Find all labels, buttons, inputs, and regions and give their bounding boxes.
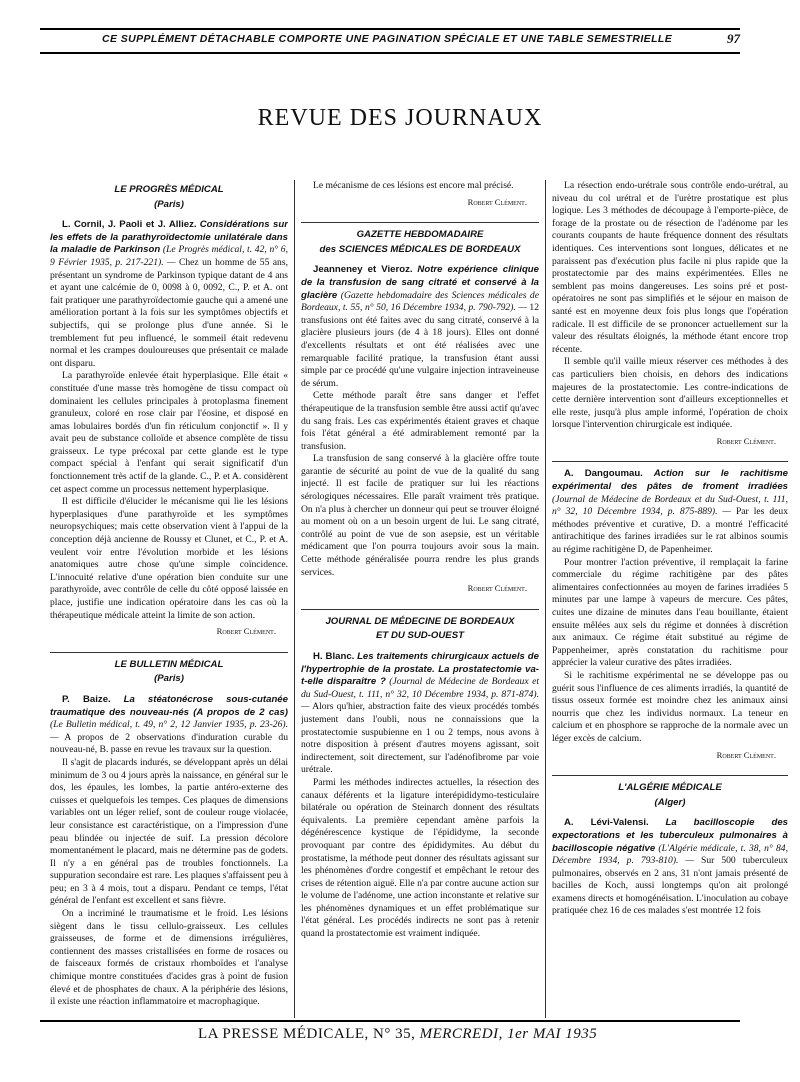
article-reference: (Journal de Médecine de Bordeaux et du Sud-Ouest, t. 111, n° 32, 10 Décembre 1934, p. 875-889). — (552, 493, 788, 518)
column-3 (552, 180, 788, 1020)
article-paragraph: Alors qu'hier, abstraction faite des vieux procédés tombés justement dans l'oubli, nous ne connaissions que la prostatectomie suspubienne en 1 ou 2 temps, nous avons à notre disposition à présent d'autres moyens agissant, soit indirectement, soit directement, sur l'adénofibrome par voie urétrale. (301, 701, 539, 776)
article-paragraph: La parathyroïde enlevée était hyperplasique. Elle était « constituée d'une masse très homogène de tissu compact où dominaient les cellules principales à protoplasma finement granuleux, coloré en rose clair par l'éosine, et disposé en amas lobulaires bordés d'un fin réticulum conjonctif ». Il y avait peu de substance colloïde et absence complète de tissu graisseux. Le type précoxal par cette glande est le type compact spécial à l'enfant qui serait significatif d'un fonctionnement très actif de la glande. C., P. et A. considèrent cet aspect comme un processus nettement hyperplasique. (50, 370, 288, 495)
article-authors: A. Dangoumau. (564, 468, 643, 480)
footer-date: MERCREDI, 1er MAI 1935 (419, 1026, 598, 1042)
article-paragraph: Il s'agit de placards indurés, se développant après un délai minimum de 3 ou 4 jours après la naissance, en général sur le dos, les épaules, les lombes, la partie antéro-externe des cuisses et quelquefois les tempes. Ces plaques de dimensions variables ont un léger relief, sont de couleur rouge violacée, leur consistance est caractéristique, on a l'impression d'une peau blindée ou injectée de suif. La pression décolore momentanément le placard, mais ne détermine pas de godets. Il n'y a en général pas de troubles fonctionnels. La suppuration secondaire est rare. Les plaques s'affaissent peu à peu; en 3 à 4 mois, tout a disparu. Pendant ce temps, l'état général de l'enfant est excellent et sans fièvre. (50, 756, 288, 907)
article-paragraph: 12 transfusions ont été faites avec du sang citraté, conservé à la glacière plusieurs jours (de 4 à 18 jours). Elles ont donné d'excellents résultats et ont été réalisées avec une remarquable facilité pratique, la transfusion étant aussi simple par ce procédé qu'une vulgaire injection intraveineuse de sérum. (301, 302, 539, 389)
article-lead (552, 817, 788, 918)
column-separator (545, 180, 546, 1018)
section-divider (50, 652, 288, 653)
article-authors: Jeanneney et Vieroz. (313, 264, 413, 276)
article-title: La bacilloscopie des expectorations et les tuberculeux pulmonaires à bacilloscopie négative (552, 817, 788, 854)
article-reference: (L'Algérie médicale, t. 38, n° 84, Décembre 1934, p. 793-810). — (552, 842, 788, 867)
article-signature: Robert Clément. (216, 626, 276, 637)
article-lead (301, 264, 539, 390)
article-paragraph: Le mécanisme de ces lésions est encore mal précisé. (313, 180, 514, 191)
article-lead (50, 694, 288, 757)
article-paragraph: La résection endo-urétrale sous contrôle endo-urétral, au niveau du col urétral et de l'urètre prostatique est plus logique. Les 3 méthodes de découpage à l'emporte-pièce, de forage de la prostate ou de résection de l'adénome par les courants coupants de haute fréquence donnent des résultats identiques. Ces interventions sont longues, délicates et ne paraissent pas d'exécution plus facile ni plus rapide que la prostatectomie par des mains expérimentées. Elles ne semblent pas moins dangereuses. Les soins pré et post-opératoires ne sont pas simplifiés et le séjour en maison de santé est en moyenne deux fois plus longs que l'opération radicale. Il est difficile de se prononcer actuellement sur la valeur des résultats éloignés, la méthode étant encore trop récente. (552, 180, 788, 355)
article-signature: Robert Clément. (716, 435, 776, 446)
page-title: REVUE DES JOURNAUX (257, 105, 543, 131)
article-lead (50, 219, 288, 370)
article-reference: (Gazette hebdomadaire des Sciences médicales de Bordeaux, t. 55, n° 50, 16 Décembre 1934, p. 790-792). — (301, 289, 539, 314)
article-paragraph: Pour montrer l'action préventive, il remplaçait la farine commerciale du régime rachitigène par des pâtes alimentaires confectionnées au moyen de farines irradiées 5 minutes par une lampe à vapeurs de mercure. Ces pâtes, cuites une dizaine de minutes dans l'eau bouillante, étaient ensuite mêlées aux sels du régime et données à discrétion aux animaux. Ce régime était substitué au régime de Pappenheimer, après constatation du rachitisme pour apprécier la valeur curative des pâtes irradiées. (552, 556, 788, 669)
section-divider (552, 461, 788, 462)
article-authors: L. Cornil, J. Paoli et J. Alliez. (62, 219, 197, 231)
page-footer (40, 1020, 740, 1044)
article-paragraph: Il est difficile d'élucider le mécanisme qui lie les lésions hyperplasiques d'une parathyroïde et les symptômes neuropsychiques; mais cette observation vient à l'appui de la conception déjà ancienne de Roussy et Clunet, et C., P. et A. veulent voir entre l'évolution morbide et les lésions anatomiques autre chose qu'une simple coïncidence. L'innocuité relative d'une opération bien conduite sur une parathyroïde, avec contrôle de celle du côté opposé laissée en place, justifie une indication opératoire dans les cas où la thérapeutique médicale atteint la limite de son action. (50, 496, 288, 621)
journal-place: des SCIENCES MÉDICALES DE BORDEAUX (319, 243, 521, 255)
article-title: Les traitements chirurgicaux actuels de l'hypertrophie de la prostate. La prostatectomie va-t-elle disparaître ? (301, 651, 539, 688)
section-divider (552, 775, 788, 776)
article-paragraph: Par les deux méthodes préventive et curative, D. a montré l'efficacité antirachitique des farines irradiées sur le rat albinos soumis au régime rachitigène D, de Papenheimer. (552, 506, 788, 556)
column-separator (294, 180, 295, 1018)
article-signature: Robert Clément. (467, 583, 527, 594)
running-title: CE SUPPLÉMENT DÉTACHABLE COMPORTE UNE PAGINATION SPÉCIALE ET UNE TABLE SEMESTRIELLE (102, 33, 673, 45)
article-authors: H. Blanc. (313, 651, 355, 662)
article-authors: A. Lévi-Valensi. (564, 817, 649, 829)
footer-journal: LA PRESSE MÉDICALE, N° 35, (198, 1026, 416, 1042)
journal-name: LE PROGRÈS MÉDICAL (114, 184, 224, 195)
article-reference: (Le Progrès médical, t. 42, n° 6, 9 Février 1935, p. 217-221). — (50, 244, 288, 268)
section-divider (301, 222, 539, 223)
journal-place: (Paris) (154, 673, 184, 685)
journal-place: (Alger) (654, 796, 686, 808)
journal-place: (Paris) (154, 198, 184, 210)
article-paragraph: Chez un homme de 55 ans, présentant un syndrome de Parkinson typique datant de 4 ans et ayant une calcémie de 0, 0098 à 0, 0092, C., P. et A. ont fait pratiquer une parathyroïdectomie gauche qui a amené une amélioration portant à la fois sur les symptômes objectifs et subjectifs, qui se prolonge plus d'une année. Si le tremblement fut peu influencé, le sommeil était redevenu normal et les crampes douloureuses que présentait ce malade ont disparu. (50, 256, 288, 369)
article-paragraph: Si le rachitisme expérimental ne se développe pas ou guérit sous l'influence de ces aliments irradiés, la quantité de tissus osseux formée est moindre chez les animaux ainsi nourris que chez les individus normaux. La teneur en calcium et en phosphore se rapproche de la normale avec un léger excès de calcium. (552, 669, 788, 744)
article-reference: (Journal de Médecine de Bordeaux et du Sud-Ouest, t. 111, n° 32, 10 Décembre 1934, p. 871-874). — (301, 676, 539, 713)
journal-name: JOURNAL DE MÉDECINE DE BORDEAUX (325, 615, 515, 627)
article-title: Action sur le rachitisme expérimental des pâtes de froment irradiées (552, 468, 788, 493)
article-authors: P. Baize. (62, 693, 111, 705)
article-title: Considérations sur les effets de la parathyroïdectomie unilatérale dans la maladie de Parkinson (50, 219, 288, 256)
article-signature: Robert Clément. (467, 196, 527, 207)
article-signature: Robert Clément. (716, 749, 776, 760)
article-paragraph: On a incriminé le traumatisme et le froid. Les lésions siègent dans le tissu cellulo-graisseux. Les cellules graisseuses, de forme et de dimensions irrégulières, contiennent des masses cristallisées en forme de rosaces ou de faisceaux formés de cristaux rhomboïdes et l'analyse chimique montre constituées d'acides gras à point de fusion élevé et de phosphates de chaux. A la périphérie des lésions, il existe une réaction inflammatoire et macrophagique. (50, 908, 288, 1008)
article-paragraph: Parmi les méthodes indirectes actuelles, la résection des canaux déférents et la ligature interépididymo-testiculaire bilatérale ou opération de Steinarch donnent des résultats équivalents. La première cependant amène parfois la dégénérescence kystique de l'épididyme, la seconde provoquant par contre des épididymites. Au début du prostatisme, la méthode peut donner des résultats agissant sur les phénomènes d'ordre congestif et empêchant le retour des crises de rétention aiguë. Elle n'a par contre aucune action sur le volume de l'adénome, une action inconstante et relative sur les phénomènes dynamiques et un effet problématique sur l'état général. Les procédés indirects ne sont pas à retenir quand la prostatectomie est vraiment indiquée. (301, 776, 539, 940)
journal-place: ET DU SUD-OUEST (376, 630, 464, 642)
article-reference: (Le Bulletin médical, t. 49, n° 2, 12 Janvier 1935, p. 23-26). — (50, 719, 288, 743)
article-paragraph: Il semble qu'il vaille mieux réserver ces méthodes à des cas particuliers bien choisis, en dehors des indications majeures de la prostatectomie. Les contre-indications de cette dernière intervention sont d'ailleurs exceptionnelles et elle reste, jusqu'à plus ample informé, l'opération de choix lorsque l'intervention chirurgicale est indiquée. (552, 356, 788, 431)
article-paragraph: La transfusion de sang conservé à la glacière offre toute garantie de sécurité au point de vue de la qualité du sang injecté. Il est facile de pratiquer sur lui les réactions sérologiques nécessaires. Elle paraît vraiment très pratique. On n'a plus à chercher un donneur qui peut se trouver éloigné au moment où on a un besoin urgent de lui. Le sang citraté, contrôlé au point de vue de son asepsie, est un véritable médicament que l'on pourra toujours avoir sous la main. Cette méthode généralisée pourra rendre les plus grands services. (301, 453, 539, 578)
journal-name: GAZETTE HEBDOMADAIRE (356, 229, 484, 241)
column-1 (50, 180, 288, 1020)
article-lead (301, 651, 539, 777)
article-paragraph: A propos de 2 observations d'induration curable du nouveau-né, B. passe en revue les travaux sur la question. (50, 731, 288, 756)
running-header (40, 28, 740, 54)
journal-name: LE BULLETIN MÉDICAL (114, 658, 224, 670)
article-title: La stéatonécrose sous-cutanée traumatique des nouveau-nés (A propos de 2 cas) (50, 693, 288, 718)
page-number: 97 (727, 31, 740, 46)
article-title: Notre expérience clinique de la transfusion de sang citraté et conservé à la glacière (301, 264, 539, 301)
section-divider (301, 609, 539, 610)
article-lead (552, 468, 788, 556)
article-paragraph: Cette méthode paraît être sans danger et l'effet thérapeutique de la transfusion semble être aussi actif qu'avec du sang frais. Les cas expérimentés étaient graves et chaque fois l'état général a été admirablement remonté par la transfusion. (301, 390, 539, 452)
column-2 (301, 180, 539, 1020)
journal-name: L'ALGÉRIE MÉDICALE (618, 782, 722, 794)
footer-text (198, 1026, 597, 1043)
article-paragraph: Sur 500 tuberculeux pulmonaires, observés en 2 ans, 31 n'ont jamais présenté de bacilles de Koch, aussi longtemps qu'on ait prolongé examens directs et homogénéisation. L'inoculation au cobaye pratiquée chez 16 de ces malades s'est montrée 12 fois (552, 855, 788, 917)
